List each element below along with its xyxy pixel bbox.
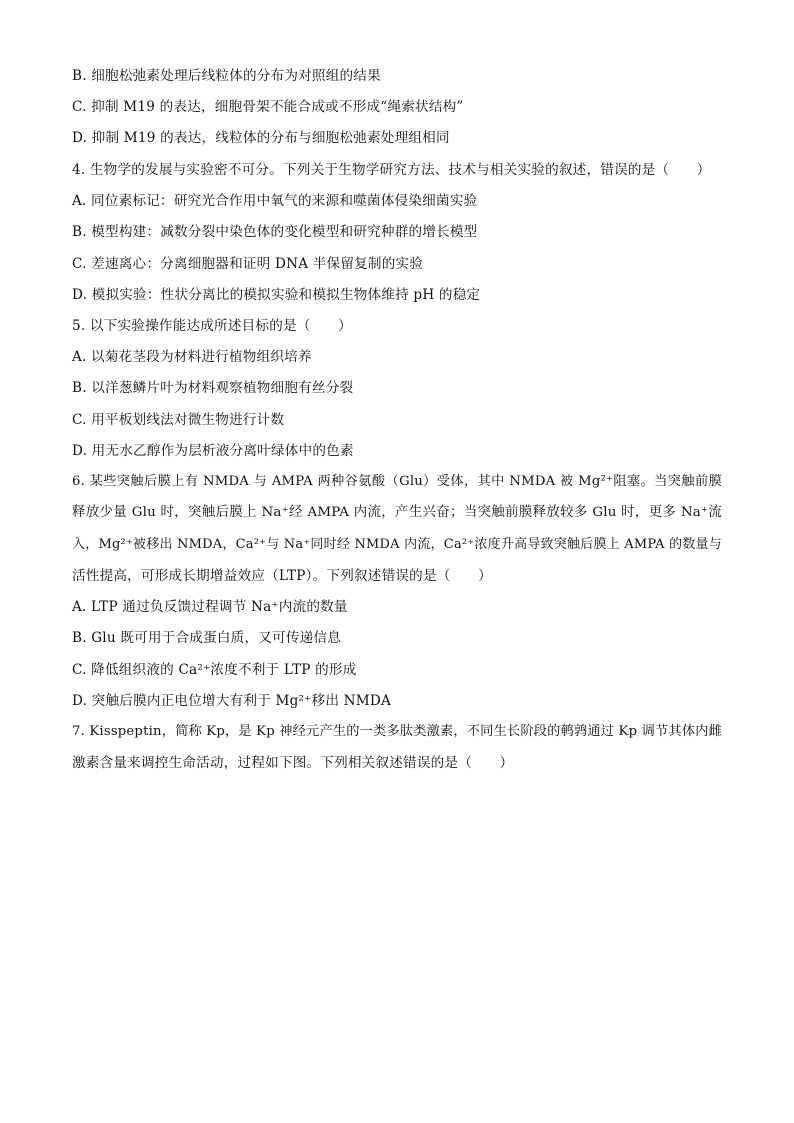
question-6-stem-line-4: 活性提高，可形成长期增益效应（LTP）。下列叙述错误的是（ ） <box>72 568 492 584</box>
option-4d: D. 模拟实验：性状分离比的模拟实验和模拟生物体维持 pH 的稳定 <box>72 287 481 303</box>
option-3c: C. 抑制 M19 的表达，细胞骨架不能合成或不形成“绳索状结构” <box>72 99 464 115</box>
option-3b: B. 细胞松弛素处理后线粒体的分布为对照组的结果 <box>72 68 381 84</box>
option-6c: C. 降低组织液的 Ca²⁺浓度不利于 LTP 的形成 <box>72 662 357 678</box>
question-4-stem: 4. 生物学的发展与实验密不可分。下列关于生物学研究方法、技术与相关实验的叙述，错误的是（ ） <box>72 162 711 178</box>
option-5c: C. 用平板划线法对微生物进行计数 <box>72 412 285 428</box>
question-6-stem-line-1: 6. 某些突触后膜上有 NMDA 与 AMPA 两种谷氨酸（Glu）受体，其中 NMDA 被 Mg²⁺阻塞。当突触前膜 <box>72 474 722 489</box>
option-5a: A. 以菊花茎段为材料进行植物组织培养 <box>72 349 312 365</box>
option-4a: A. 同位素标记：研究光合作用中氧气的来源和噬菌体侵染细菌实验 <box>72 193 478 209</box>
option-5b: B. 以洋葱鳞片叶为材料观察植物细胞有丝分裂 <box>72 380 354 396</box>
question-6-stem-line-3: 入，Mg²⁺被移出 NMDA，Ca²⁺与 Na⁺同时经 NMDA 内流，Ca²⁺浓度升高导致突触后膜上 AMPA 的数量与 <box>72 537 722 552</box>
question-6-stem-line-2: 释放少量 Glu 时，突触后膜上 Na⁺经 AMPA 内流，产生兴奋；当突触前膜释放较多 Glu 时，更多 Na⁺流 <box>72 505 722 520</box>
option-6a: A. LTP 通过负反馈过程调节 Na⁺内流的数量 <box>72 599 348 615</box>
option-4b: B. 模型构建：减数分裂中染色体的变化模型和研究种群的增长模型 <box>72 224 478 240</box>
question-7-stem-line-1: 7. Kisspeptin，简称 Kp，是 Kp 神经元产生的一类多肽类激素，不同生长阶段的鹌鹑通过 Kp 调节其体内雌 <box>72 724 722 739</box>
option-6b: B. Glu 既可用于合成蛋白质，又可传递信息 <box>72 630 342 646</box>
question-7-stem-line-2: 激素含量来调控生命活动，过程如下图。下列相关叙述错误的是（ ） <box>72 755 514 771</box>
option-5d: D. 用无水乙醇作为层析液分离叶绿体中的色素 <box>72 443 354 459</box>
option-4c: C. 差速离心：分离细胞器和证明 DNA 半保留复制的实验 <box>72 256 424 272</box>
option-3d: D. 抑制 M19 的表达，线粒体的分布与细胞松弛素处理组相同 <box>72 130 450 146</box>
question-5-stem: 5. 以下实验操作能达成所述目标的是（ ） <box>72 318 352 334</box>
option-6d: D. 突触后膜内正电位增大有利于 Mg²⁺移出 NMDA <box>72 693 391 709</box>
